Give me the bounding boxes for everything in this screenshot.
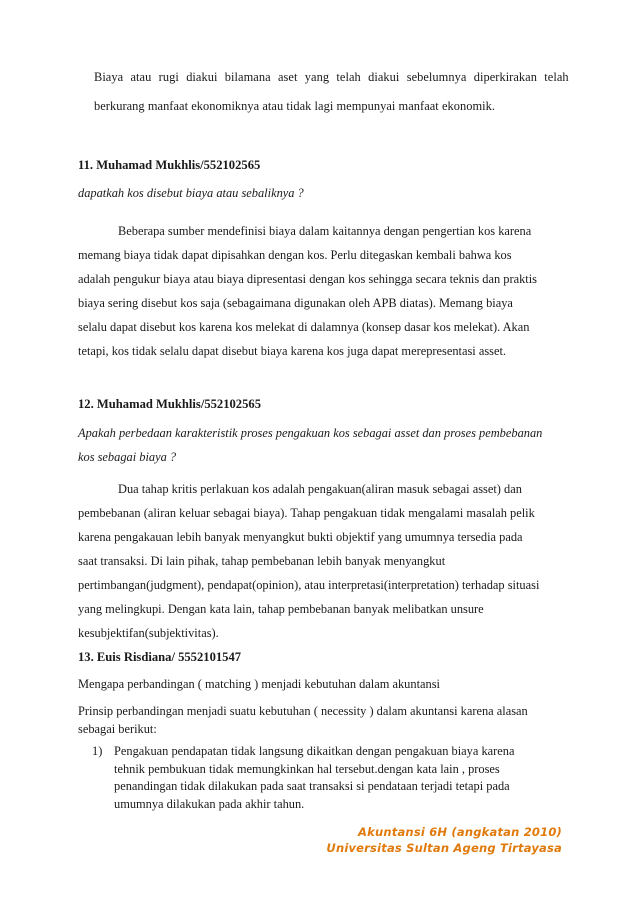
text-line: berkurang manfaat ekonomiknya atau tidak lagi mempunyai manfaat ekonomik. (94, 99, 496, 113)
page-footer (326, 824, 562, 856)
section-13-heading: 13. Euis Risdiana/ 5552101547 (78, 650, 242, 664)
text-line: Prinsip perbandingan menjadi suatu kebutuhan ( necessity ) dalam akuntansi karena alasan (78, 704, 528, 718)
text-line: kesubjektifan(subjektivitas). (78, 626, 219, 640)
text-line: Pengakuan pendapatan tidak langsung dikaitkan dengan pengakuan biaya karena (114, 744, 515, 758)
text-line: selalu dapat disebut kos karena kos melekat di dalamnya (konsep dasar kos melekat). Akan (78, 320, 530, 334)
text-line: Biaya atau rugi diakui bilamana aset yang telah diakui sebelumnya diperkirakan telah (94, 70, 569, 84)
text-line: biaya sering disebut kos saja (sebagaimana digunakan oleh APB diatas). Memang biaya (78, 296, 513, 310)
text-line: karena pengakauan lebih banyak menyangkut bukti objektif yang umumnya tersedia pada (78, 530, 523, 544)
text-line: tetapi, kos tidak selalu dapat disebut biaya karena kos juga dapat merepresentasi asset. (78, 344, 507, 358)
section-12-heading: 12. Muhamad Mukhlis/552102565 (78, 397, 261, 411)
text-line: umumnya dilakukan pada akhir tahun. (114, 796, 305, 811)
text-line: saat transaksi. Di lain pihak, tahap pembebanan lebih banyak menyangkut (78, 554, 446, 568)
footer-class: Akuntansi 6H (angkatan 2010) (358, 825, 562, 839)
text-line: Beberapa sumber mendefinisi biaya dalam kaitannya dengan pengertian kos karena (118, 224, 532, 238)
section-11-question: dapatkah kos disebut biaya atau sebaliknya ? (78, 186, 304, 200)
intro-paragraph (94, 63, 569, 121)
text-line: adalah pengukur biaya atau biaya dipresentasi dengan kos sehingga secara teknis dan praktis (78, 272, 537, 286)
section-12-question (78, 421, 562, 469)
footer-university: Universitas Sultan Ageng Tirtayasa (326, 841, 562, 855)
section-13-intro (78, 703, 562, 738)
section-11-heading: 11. Muhamad Mukhlis/552102565 (78, 158, 261, 172)
text-line: tehnik pembukuan tidak memungkinkan hal tersebut.dengan kata lain , proses (114, 761, 500, 776)
text-line: Apakah perbedaan karakteristik proses pengakuan kos sebagai asset dan proses pembebanan (78, 426, 543, 440)
text-line: kos sebagai biaya ? (78, 450, 177, 464)
text-line: pertimbangan(judgment), pendapat(opinion), atau interpretasi(interpretation) terhadap situasi (78, 578, 540, 592)
text-line: penandingan tidak dilakukan pada saat transaksi si pendataan terjadi tetapi pada (114, 779, 510, 793)
list-number: 1) (92, 744, 103, 758)
text-line: pembebanan (aliran keluar sebagai biaya). Tahap pengakuan tidak mengalami masalah pelik (78, 506, 535, 520)
text-line: yang melingkupi. Dengan kata lain, tahap pembebanan banyak melibatkan unsure (78, 602, 484, 616)
list-item-text (114, 743, 515, 813)
text-line: sebagai berikut: (78, 721, 157, 736)
section-12-answer (78, 477, 562, 645)
text-line: memang biaya tidak dapat dipisahkan dengan kos. Perlu ditegaskan kembali bahwa kos (78, 248, 512, 262)
text-line: Dua tahap kritis perlakuan kos adalah pengakuan(aliran masuk sebagai asset) dan (118, 482, 522, 496)
section-11-answer (78, 219, 562, 363)
section-13-question: Mengapa perbandingan ( matching ) menjadi kebutuhan dalam akuntansi (78, 677, 440, 691)
